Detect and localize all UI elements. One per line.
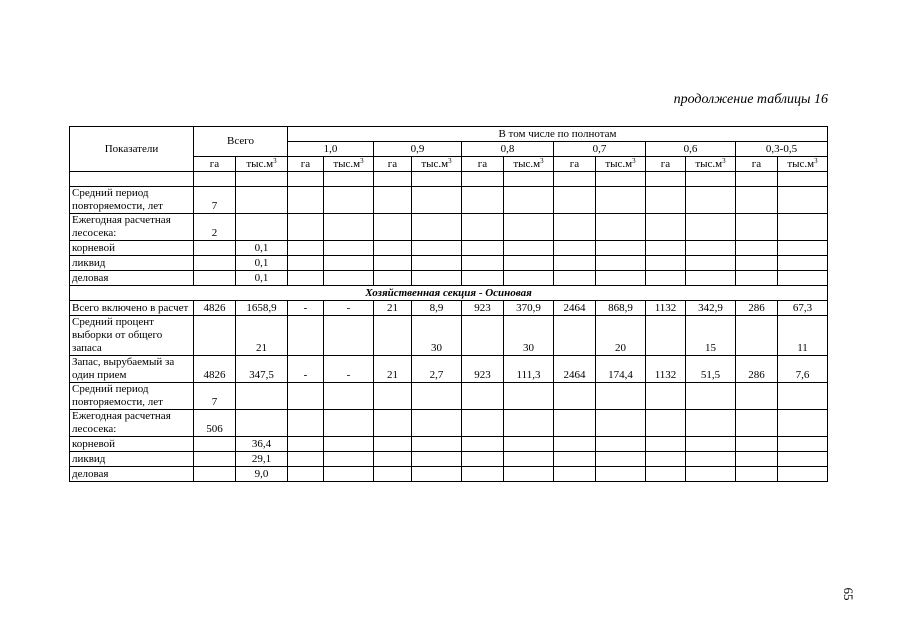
table-cell (596, 410, 646, 437)
table-cell: 0,1 (236, 256, 288, 271)
table-cell (646, 256, 686, 271)
table-cell: 21 (374, 301, 412, 316)
table-cell (462, 241, 504, 256)
table-cell (288, 410, 324, 437)
table-cell: 342,9 (686, 301, 736, 316)
table-cell (504, 256, 554, 271)
table-cell: - (324, 356, 374, 383)
table-cell: 286 (736, 356, 778, 383)
unit-vol-exponent: 3 (448, 157, 452, 165)
unit-vol-exponent: 3 (540, 157, 544, 165)
table-cell (646, 214, 686, 241)
table-cell (778, 256, 828, 271)
table-cell (374, 452, 412, 467)
table-row (70, 301, 828, 316)
table-cell (504, 241, 554, 256)
table-row (70, 437, 828, 452)
density-header: 1,0 (288, 142, 374, 157)
data-table (69, 126, 828, 482)
table-cell (646, 316, 686, 356)
unit-ha: га (288, 157, 324, 172)
table-cell (324, 452, 374, 467)
table-cell (596, 437, 646, 452)
table-cell: - (288, 356, 324, 383)
unit-ha: га (194, 157, 236, 172)
table-cell (646, 467, 686, 482)
table-cell (374, 256, 412, 271)
table-cell: - (324, 301, 374, 316)
table-cell: 923 (462, 356, 504, 383)
table-cell (686, 452, 736, 467)
unit-vol-label: тыс.м (695, 158, 723, 170)
table-cell (462, 383, 504, 410)
table-cell (324, 271, 374, 286)
table-cell (374, 410, 412, 437)
table-cell: 370,9 (504, 301, 554, 316)
table-cell (778, 187, 828, 214)
table-cell (686, 214, 736, 241)
row-label: Запас, вырубаемый за один прием (70, 356, 194, 383)
unit-vol-exponent: 3 (360, 157, 364, 165)
table-cell (288, 383, 324, 410)
unit-vol-label: тыс.м (605, 158, 633, 170)
table-cell (288, 467, 324, 482)
table-cell (778, 214, 828, 241)
table-cell (374, 467, 412, 482)
density-header: 0,6 (646, 142, 736, 157)
table-cell (324, 214, 374, 241)
table-cell (374, 271, 412, 286)
table-cell (778, 241, 828, 256)
table-cell (288, 256, 324, 271)
table-row (70, 256, 828, 271)
table-row (70, 410, 828, 437)
section-title: Хозяйственная секция - Осиновая (70, 286, 828, 301)
table-cell (236, 214, 288, 241)
table-cell (646, 241, 686, 256)
table-cell (646, 437, 686, 452)
table-cell (596, 383, 646, 410)
table-cell (736, 452, 778, 467)
density-header: 0,3-0,5 (736, 142, 828, 157)
table-cell (554, 214, 596, 241)
table-cell (736, 410, 778, 437)
unit-vol-label: тыс.м (421, 158, 449, 170)
table-cell: 30 (412, 316, 462, 356)
table-cell: 51,5 (686, 356, 736, 383)
table-cell (554, 271, 596, 286)
row-label: Средний период повторяемости, лет (70, 187, 194, 214)
table-cell (194, 271, 236, 286)
table-cell: 29,1 (236, 452, 288, 467)
table-cell (778, 383, 828, 410)
row-label: Средний период повторяемости, лет (70, 383, 194, 410)
table-cell (462, 214, 504, 241)
table-cell (504, 187, 554, 214)
table-cell (736, 187, 778, 214)
table-cell: 21 (374, 356, 412, 383)
unit-vol-exponent: 3 (632, 157, 636, 165)
table-row (70, 467, 828, 482)
table-cell (686, 241, 736, 256)
table-cell (736, 437, 778, 452)
table-cell (462, 187, 504, 214)
table-cell: 1132 (646, 356, 686, 383)
row-label: деловая (70, 467, 194, 482)
table-cell (462, 452, 504, 467)
table-cell (736, 316, 778, 356)
table-cell (686, 383, 736, 410)
table-cell: 1658,9 (236, 301, 288, 316)
table-cell: 2 (194, 214, 236, 241)
density-header: 0,7 (554, 142, 646, 157)
unit-vol-exponent: 3 (273, 157, 277, 165)
table-cell (504, 410, 554, 437)
table-cell (324, 467, 374, 482)
table-cell (736, 467, 778, 482)
table-row (70, 383, 828, 410)
unit-vol-label: тыс.м (513, 158, 541, 170)
table-cell (194, 452, 236, 467)
table-cell (324, 187, 374, 214)
table-cell (686, 467, 736, 482)
table-cell (288, 437, 324, 452)
table-cell (194, 256, 236, 271)
table-cell (412, 256, 462, 271)
table-cell (646, 410, 686, 437)
table-row (70, 452, 828, 467)
table-cell (462, 271, 504, 286)
table-cell (412, 410, 462, 437)
table-cell (288, 241, 324, 256)
table-cell (504, 437, 554, 452)
table-cell (554, 187, 596, 214)
unit-vol-exponent: 3 (814, 157, 818, 165)
table-cell (412, 437, 462, 452)
table-cell: 20 (596, 316, 646, 356)
table-cell: 868,9 (596, 301, 646, 316)
table-cell (736, 383, 778, 410)
table-cell (778, 437, 828, 452)
table-cell (412, 467, 462, 482)
table-cell (778, 271, 828, 286)
section-row (70, 286, 828, 301)
table-cell (554, 410, 596, 437)
table-cell: 15 (686, 316, 736, 356)
table-row (70, 214, 828, 241)
table-cell (194, 241, 236, 256)
table-cell (288, 316, 324, 356)
table-cell (596, 467, 646, 482)
table-row (70, 271, 828, 286)
table-cell (596, 256, 646, 271)
unit-vol (778, 157, 828, 172)
table-cell: 7 (194, 187, 236, 214)
unit-vol-exponent: 3 (722, 157, 726, 165)
table-cell (596, 271, 646, 286)
table-cell (596, 452, 646, 467)
table-row (70, 316, 828, 356)
table-cell (736, 241, 778, 256)
table-cell (462, 410, 504, 437)
table-cell (554, 467, 596, 482)
table-cell (686, 271, 736, 286)
table-cell: 36,4 (236, 437, 288, 452)
unit-vol (686, 157, 736, 172)
table-cell (686, 410, 736, 437)
table-cell (646, 187, 686, 214)
unit-ha: га (736, 157, 778, 172)
table-cell: - (288, 301, 324, 316)
table-cell: 286 (736, 301, 778, 316)
table-cell: 0,1 (236, 241, 288, 256)
row-label: Средний процент выборки от общего запаса (70, 316, 194, 356)
table-cell (686, 256, 736, 271)
table-row (70, 241, 828, 256)
table-cell: 0,1 (236, 271, 288, 286)
row-label: Ежегодная расчетная лесосека: (70, 214, 194, 241)
unit-ha: га (374, 157, 412, 172)
table-cell (736, 256, 778, 271)
table-cell (778, 452, 828, 467)
table-cell (324, 241, 374, 256)
row-label: корневой (70, 437, 194, 452)
table-cell: 7 (194, 383, 236, 410)
table-cell (288, 187, 324, 214)
unit-vol (504, 157, 554, 172)
table-cell (554, 316, 596, 356)
table-cell (554, 256, 596, 271)
unit-ha: га (462, 157, 504, 172)
table-cell (412, 271, 462, 286)
spacer-row (70, 172, 828, 187)
unit-vol (324, 157, 374, 172)
table-cell (236, 410, 288, 437)
table-cell (324, 316, 374, 356)
unit-vol-label: тыс.м (333, 158, 361, 170)
table-cell (374, 383, 412, 410)
table-cell (554, 452, 596, 467)
table-cell (778, 410, 828, 437)
table-cell: 21 (236, 316, 288, 356)
table-cell: 4826 (194, 301, 236, 316)
table-cell (554, 241, 596, 256)
table-cell (288, 271, 324, 286)
table-cell: 67,3 (778, 301, 828, 316)
unit-vol (596, 157, 646, 172)
table-cell (554, 383, 596, 410)
table-cell (596, 187, 646, 214)
table-cell (236, 383, 288, 410)
table-cell (412, 214, 462, 241)
table-cell (596, 241, 646, 256)
header-row-1 (70, 127, 828, 142)
table-cell (686, 437, 736, 452)
table-cell (504, 467, 554, 482)
row-label: деловая (70, 271, 194, 286)
table-cell (462, 256, 504, 271)
table-cell (736, 214, 778, 241)
table-cell: 4826 (194, 356, 236, 383)
table-cell (646, 383, 686, 410)
table-cell (374, 214, 412, 241)
table-row (70, 356, 828, 383)
header-total: Всего (194, 127, 288, 157)
table-cell (504, 452, 554, 467)
table-cell (646, 452, 686, 467)
row-label: ликвид (70, 256, 194, 271)
table-cell (374, 437, 412, 452)
table-cell (646, 271, 686, 286)
table-cell (462, 467, 504, 482)
table-cell (554, 437, 596, 452)
row-label: ликвид (70, 452, 194, 467)
table-cell (412, 383, 462, 410)
table-cell (194, 437, 236, 452)
unit-vol (236, 157, 288, 172)
table-cell (412, 187, 462, 214)
table-cell (194, 467, 236, 482)
table-cell (596, 214, 646, 241)
table-cell (462, 437, 504, 452)
table-cell (324, 437, 374, 452)
table-cell: 923 (462, 301, 504, 316)
table-cell (288, 214, 324, 241)
table-cell (736, 271, 778, 286)
table-cell: 8,9 (412, 301, 462, 316)
unit-vol (412, 157, 462, 172)
table-cell (374, 316, 412, 356)
unit-vol-label: тыс.м (246, 158, 274, 170)
table-cell: 9,0 (236, 467, 288, 482)
header-by-density: В том числе по полнотам (288, 127, 828, 142)
table-cell (324, 383, 374, 410)
table-cell (236, 187, 288, 214)
table-cell: 7,6 (778, 356, 828, 383)
density-header: 0,8 (462, 142, 554, 157)
table-cell: 2464 (554, 301, 596, 316)
table-cell (412, 241, 462, 256)
table-cell: 2464 (554, 356, 596, 383)
table-cell: 506 (194, 410, 236, 437)
table-cell (324, 410, 374, 437)
density-header: 0,9 (374, 142, 462, 157)
table-cell (686, 187, 736, 214)
page-number: 65 (841, 587, 856, 601)
unit-ha: га (646, 157, 686, 172)
table-cell: 347,5 (236, 356, 288, 383)
table-cell (778, 467, 828, 482)
unit-vol-label: тыс.м (787, 158, 815, 170)
table-cell: 111,3 (504, 356, 554, 383)
table-cell (324, 256, 374, 271)
table-cell (374, 187, 412, 214)
table-cell: 11 (778, 316, 828, 356)
table-cell (412, 452, 462, 467)
table-cell (504, 271, 554, 286)
table-cell: 30 (504, 316, 554, 356)
table-caption: продолжение таблицы 16 (673, 92, 828, 107)
row-label: корневой (70, 241, 194, 256)
table-cell (288, 452, 324, 467)
table-cell (194, 316, 236, 356)
table-cell (504, 383, 554, 410)
table-cell (504, 214, 554, 241)
table-cell (462, 316, 504, 356)
table-row (70, 187, 828, 214)
row-label: Ежегодная расчетная лесосека: (70, 410, 194, 437)
unit-ha: га (554, 157, 596, 172)
table-cell: 2,7 (412, 356, 462, 383)
header-indicators: Показатели (70, 127, 194, 172)
table-cell: 1132 (646, 301, 686, 316)
table-cell: 174,4 (596, 356, 646, 383)
row-label: Всего включено в расчет (70, 301, 194, 316)
table-cell (374, 241, 412, 256)
